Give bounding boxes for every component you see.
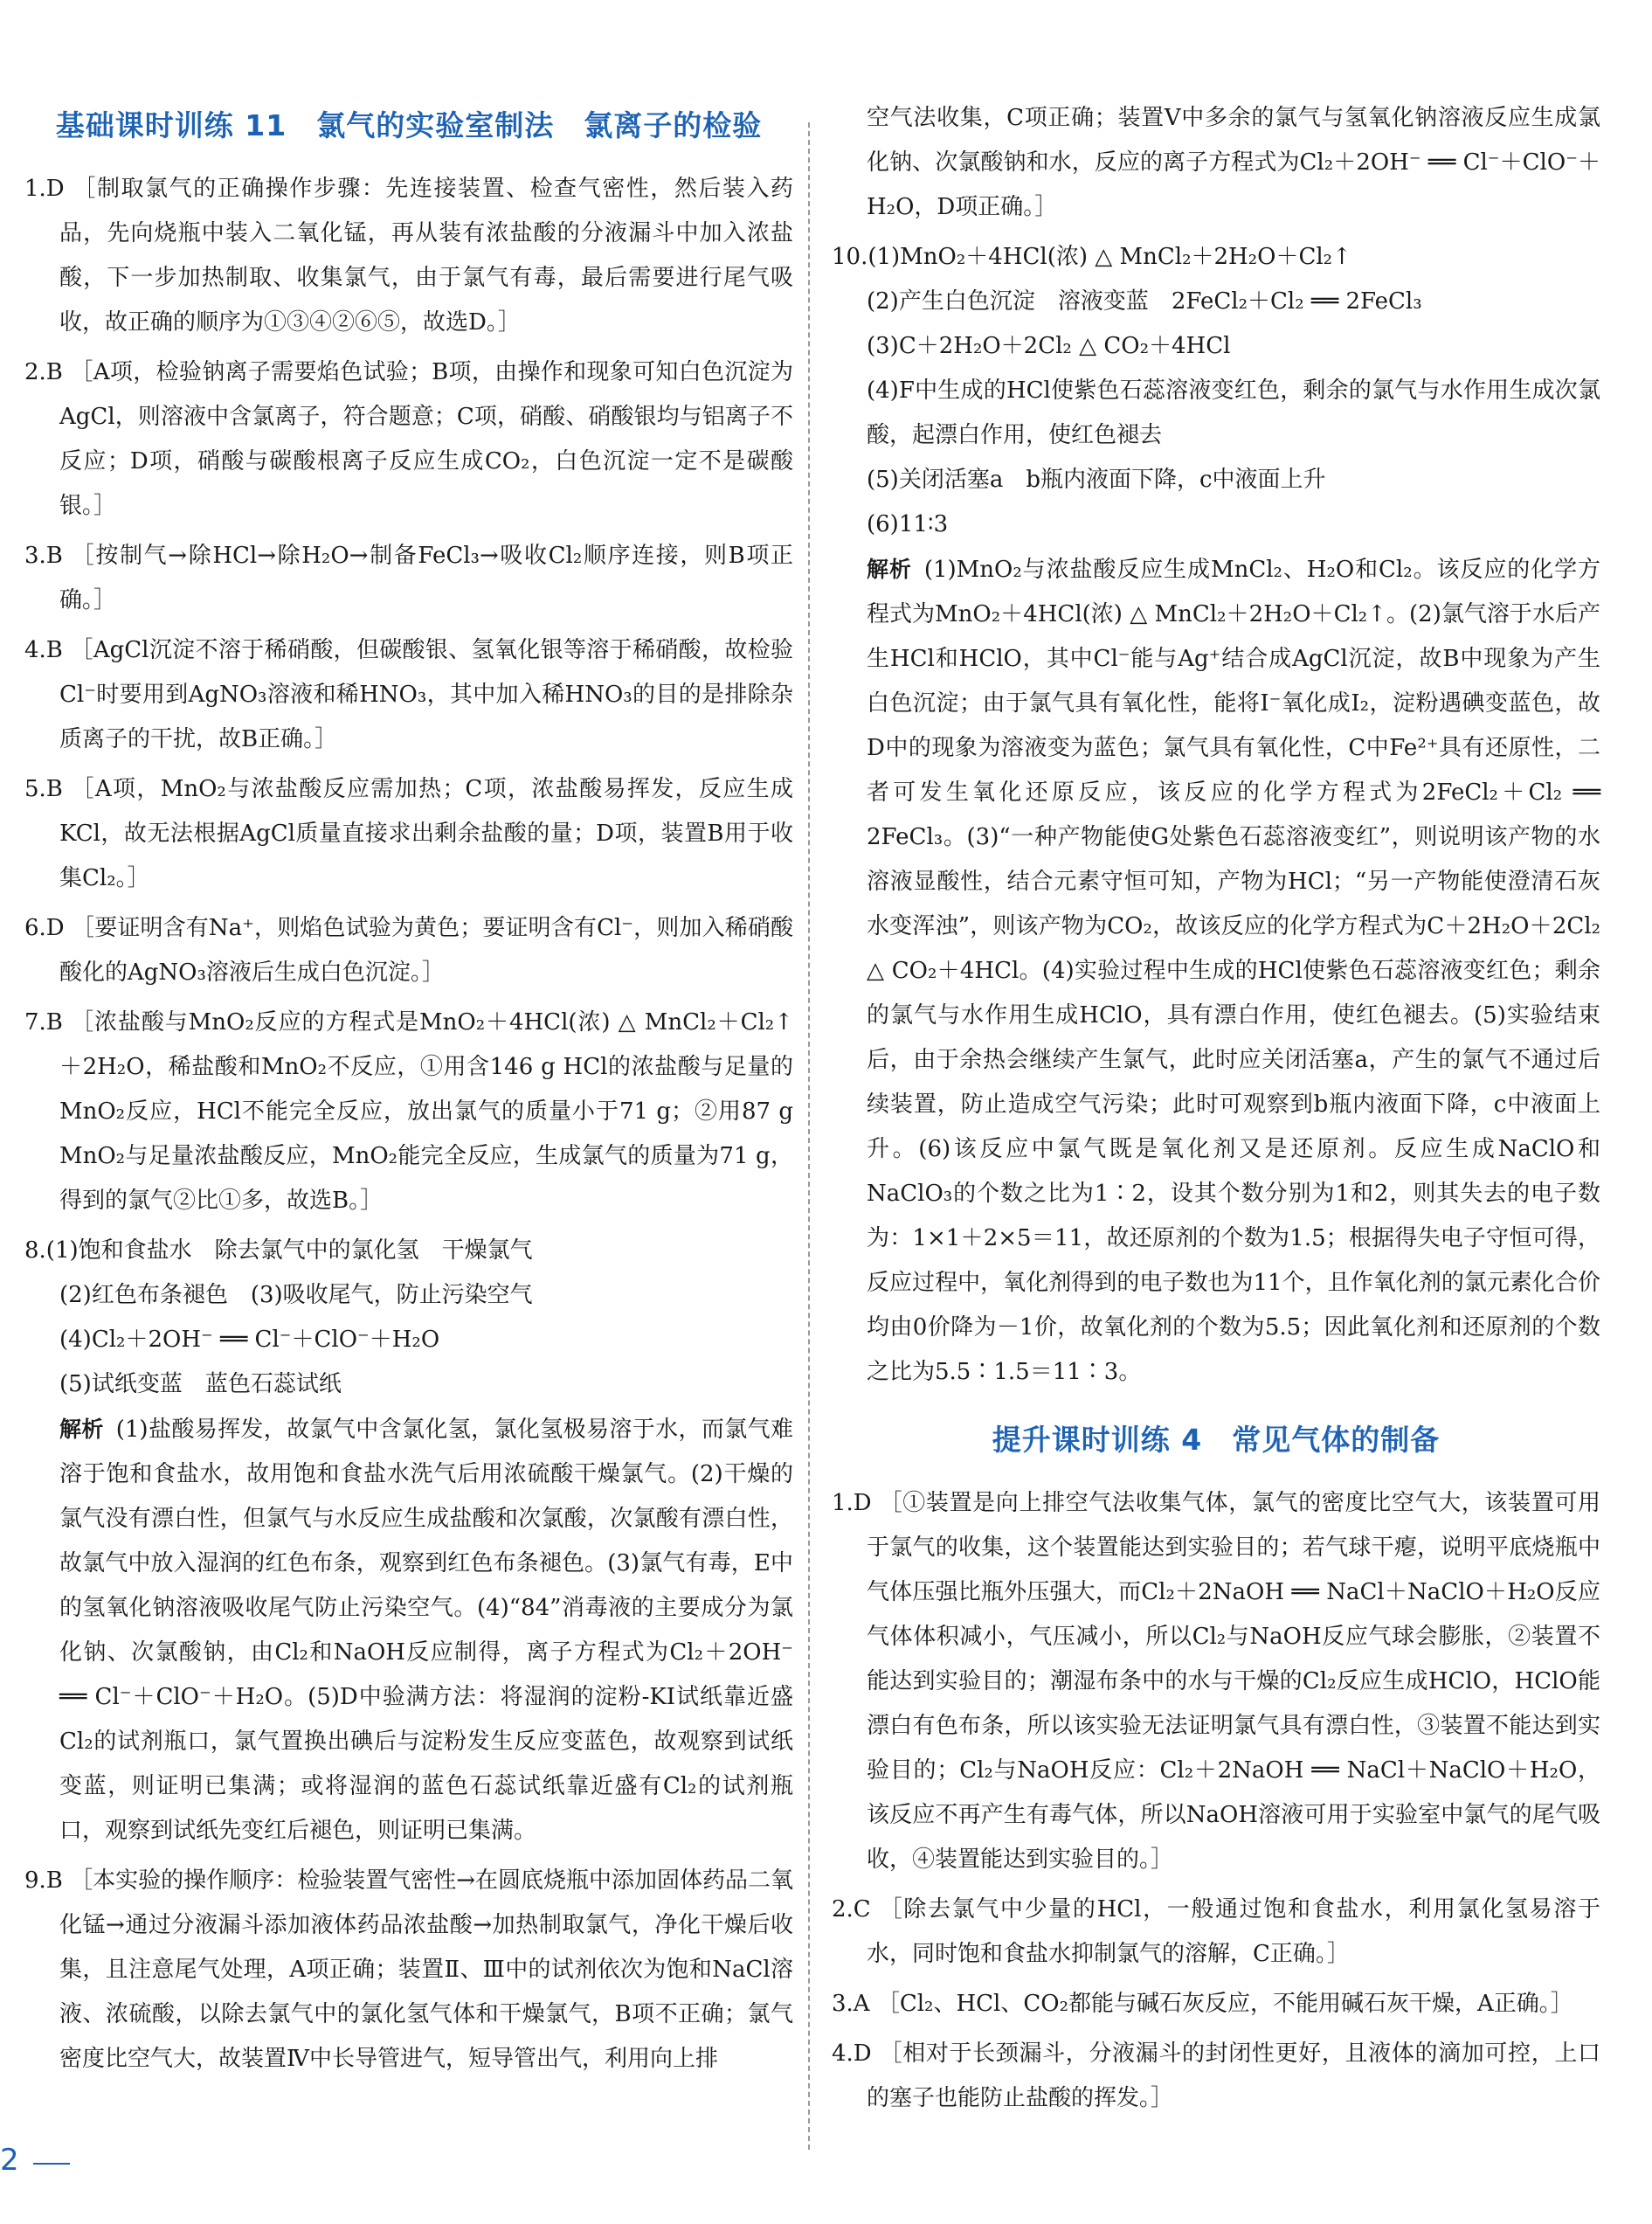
answer-q10-analysis — [832, 547, 1600, 1395]
answer-q8-line: (4)Cl₂＋2OH⁻ ══ Cl⁻＋ClO⁻＋H₂O — [59, 1327, 440, 1353]
answer-item: 3.B ［按制气→除HCl→除H₂O→制备FeCl₃→吸收Cl₂顺序连接，则B项正确。］ — [24, 543, 793, 613]
answer-item: 2.B ［A项，检验钠离子需要焰色试验；B项，由操作和现象可知白色沉淀为AgCl，则溶液中含氯离子，符合题意；C项，硝酸、硝酸银均与铝离子不反应；D项，硝酸与碳酸根离子反应生成CO₂，白色沉淀一定不是碳酸银。］ — [24, 359, 793, 519]
answer-q8-analysis — [24, 1407, 793, 1853]
section-title-basic: 基础课时训练 11 氯气的实验室制法 氯离子的检验 — [55, 108, 763, 142]
answer-q10-line: (4)F中生成的HCl使紫色石蕊溶液变红色，剩余的氯气与水作用生成次氯酸，起漂白作用，使红色褪去 — [867, 378, 1600, 448]
answer-item: 5.B ［A项，MnO₂与浓盐酸反应需加热；C项，浓盐酸易挥发，反应生成KCl，故无法根据AgCl质量直接求出剩余盐酸的量；D项，装置B用于收集Cl₂。］ — [24, 776, 793, 891]
answer-q10-line: (6)11∶3 — [867, 511, 949, 537]
answer-item: 1.D ［①装置是向上排空气法收集气体，氯气的密度比空气大，该装置可用于氯气的收集，这个装置能达到实验目的；若气球干瘪，说明平底烧瓶中气体压强比瓶外压强大，而Cl₂＋2NaOH ══ NaCl＋NaClO＋H₂O反应气体体积减小，气压减小，所以Cl₂与NaOH反应气球会膨胀，②装置不能达到实验目的；潮湿布条中的水与干燥的Cl₂反应生成HClO，HClO能漂白有色布条，所以该实验无法证明氯气具有漂白性，③装置不能达到实验目的；Cl₂与NaOH反应：Cl₂＋2NaOH ══ NaCl＋NaClO＋H₂O，该反应不再产生有毒气体，所以NaOH溶液可用于实验室中氯气的尾气吸收，④装置能达到实验目的。］ — [832, 1490, 1600, 1873]
answer-q9-continued: 空气法收集，C项正确；装置Ⅴ中多余的氯气与氢氧化钠溶液反应生成氯化钠、次氯酸钠和水，反应的离子方程式为Cl₂＋2OH⁻ ══ Cl⁻＋ClO⁻＋H₂O，D项正确。］ — [867, 105, 1600, 220]
answer-item: 9.B ［本实验的操作顺序：检验装置气密性→在圆底烧瓶中添加固体药品二氧化锰→通过分液漏斗添加液体药品浓盐酸→加热制取氯气，净化干燥后收集，且注意尾气处理，A项正确；装置Ⅱ、Ⅲ中的试剂依次为饱和NaCl溶液、浓硫酸，以除去氯气中的氯化氢气体和干燥氯气，B项不正确；氯气密度比空气大，故装置Ⅳ中长导管进气，短导管出气，利用向上排 — [24, 1867, 793, 2072]
answer-q8-line: (2)红色布条褪色 (3)吸收尾气，防止污染空气 — [59, 1282, 533, 1308]
answer-q8-line: 8.(1)饱和食盐水 除去氯气中的氯化氢 干燥氯气 — [24, 1237, 533, 1264]
answer-q10-line: (2)产生白色沉淀 溶液变蓝 2FeCl₂＋Cl₂ ══ 2FeCl₃ — [867, 288, 1422, 315]
column-divider — [808, 122, 810, 2150]
answer-item: 1.D ［制取氯气的正确操作步骤：先连接装置、检查气密性，然后装入药品，先向烧瓶中装入二氧化锰，再从装有浓盐酸的分液漏斗中加入浓盐酸，下一步加热制取、收集氯气，由于氯气有毒，最后需要进行尾气吸收，故正确的顺序为①③④②⑥⑤，故选D。］ — [24, 176, 793, 336]
answer-item: 6.D ［要证明含有Na⁺，则焰色试验为黄色；要证明含有Cl⁻，则加入稀硝酸酸化的AgNO₃溶液后生成白色沉淀。］ — [24, 915, 793, 986]
answer-item: 2.C ［除去氯气中少量的HCl，一般通过饱和食盐水，利用氯化氢易溶于水，同时饱和食盐水抑制氯气的溶解，C正确。］ — [832, 1896, 1600, 1967]
analysis-label: 解析 — [867, 557, 912, 582]
analysis-label: 解析 — [59, 1417, 104, 1442]
answer-item: 3.A ［Cl₂、HCl、CO₂都能与碱石灰反应，不能用碱石灰干燥，A正确。］ — [832, 1991, 1573, 2017]
answer-item: 4.D ［相对于长颈漏斗，分液漏斗的封闭性更好，且液体的滴加可控，上口的塞子也能防止盐酸的挥发。］ — [832, 2040, 1600, 2111]
page-number-rule — [33, 2163, 70, 2165]
section-title-advanced: 提升课时训练 4 常见气体的制备 — [992, 1423, 1441, 1457]
answer-q8-line: (5)试纸变蓝 蓝色石蕊试纸 — [59, 1371, 342, 1397]
answer-item: 7.B ［浓盐酸与MnO₂反应的方程式是MnO₂＋4HCl(浓) △ MnCl₂＋Cl₂↑＋2H₂O，稀盐酸和MnO₂不反应，①用含146 g HCl的浓盐酸与足量的MnO₂反应，HCl不能完全反应，放出氯气的质量小于71 g；②用87 g MnO₂与足量浓盐酸反应，MnO₂能完全反应，生成氯气的质量为71 g，得到的氯气②比①多，故选B。］ — [24, 1009, 793, 1214]
answer-q10-line: (5)关闭活塞a b瓶内液面下降，c中液面上升 — [867, 467, 1326, 493]
answer-q10-line: (3)C＋2H₂O＋2Cl₂ △ CO₂＋4HCl — [867, 333, 1231, 359]
analysis-text: (1)MnO₂与浓盐酸反应生成MnCl₂、H₂O和Cl₂。该反应的化学方程式为MnO₂＋4HCl(浓) △ MnCl₂＋2H₂O＋Cl₂↑。(2)氯气溶于水后产生HCl和HClO，其中Cl⁻能与Ag⁺结合成AgCl沉淀，故B中现象为产生白色沉淀；由于氯气具有氧化性，能将I⁻氧化成I₂，淀粉遇碘变蓝色，故D中的现象为溶液变为蓝色；氯气具有氧化性，C中Fe²⁺具有还原性，二者可发生氧化还原反应，该反应的化学方程式为2FeCl₂＋Cl₂ ══ 2FeCl₃。(3)“一种产物能使G处紫色石蕊溶液变红”，则说明该产物的水溶液显酸性，结合元素守恒可知，产物为HCl；“另一产物能使澄清石灰水变浑浊”，则该产物为CO₂，故该反应的化学方程式为C＋2H₂O＋2Cl₂ △ CO₂＋4HCl。(4)实验过程中生成的HCl使紫色石蕊溶液变红色；剩余的氯气与水作用生成HClO，具有漂白作用，使红色褪去。(5)实验结束后，由于余热会继续产生氯气，此时应关闭活塞a，产生的氯气不通过后续装置，防止造成空气污染；此时可观察到b瓶内液面下降，c中液面上升。(6)该反应中氯气既是氧化剂又是还原剂。反应生成NaClO和NaClO₃的个数之比为1∶2，设其个数分别为1和2，则其失去的电子数为：1×1＋2×5＝11，故还原剂的个数为1.5；根据得失电子守恒可得，反应过程中，氧化剂得到的电子数也为11个，且作氧化剂的氯元素化合价均由0价降为－1价，故氧化剂的个数为5.5；因此氧化剂和还原剂的个数之比为5.5∶1.5＝11∶3。 — [867, 557, 1600, 1385]
answer-q10-line: 10.(1)MnO₂＋4HCl(浓) △ MnCl₂＋2H₂O＋Cl₂↑ — [832, 244, 1351, 270]
right-column — [832, 96, 1600, 2126]
left-column — [24, 96, 793, 2087]
answer-item: 4.B ［AgCl沉淀不溶于稀硝酸，但碳酸银、氢氧化银等溶于稀硝酸，故检验Cl⁻时要用到AgNO₃溶液和稀HNO₃，其中加入稀HNO₃的目的是排除杂质离子的干扰，故B正确。］ — [24, 637, 793, 752]
page-number: 2 — [0, 2143, 19, 2178]
analysis-text: (1)盐酸易挥发，故氯气中含氯化氢，氯化氢极易溶于水，而氯气难溶于饱和食盐水，故用饱和食盐水洗气后用浓硫酸干燥氯气。(2)干燥的氯气没有漂白性，但氯气与水反应生成盐酸和次氯酸，次氯酸有漂白性，故氯气中放入湿润的红色布条，观察到红色布条褪色。(3)氯气有毒，E中的氢氧化钠溶液吸收尾气防止污染空气。(4)“84”消毒液的主要成分为氯化钠、次氯酸钠，由Cl₂和NaOH反应制得，离子方程式为Cl₂＋2OH⁻ ══ Cl⁻＋ClO⁻＋H₂O。(5)D中验满方法：将湿润的淀粉-KI试纸靠近盛Cl₂的试剂瓶口，氯气置换出碘后与淀粉发生反应变蓝色，故观察到试纸变蓝，则证明已集满；或将湿润的蓝色石蕊试纸靠近盛有Cl₂的试剂瓶口，观察到试纸先变红后褪色，则证明已集满。 — [59, 1417, 793, 1844]
